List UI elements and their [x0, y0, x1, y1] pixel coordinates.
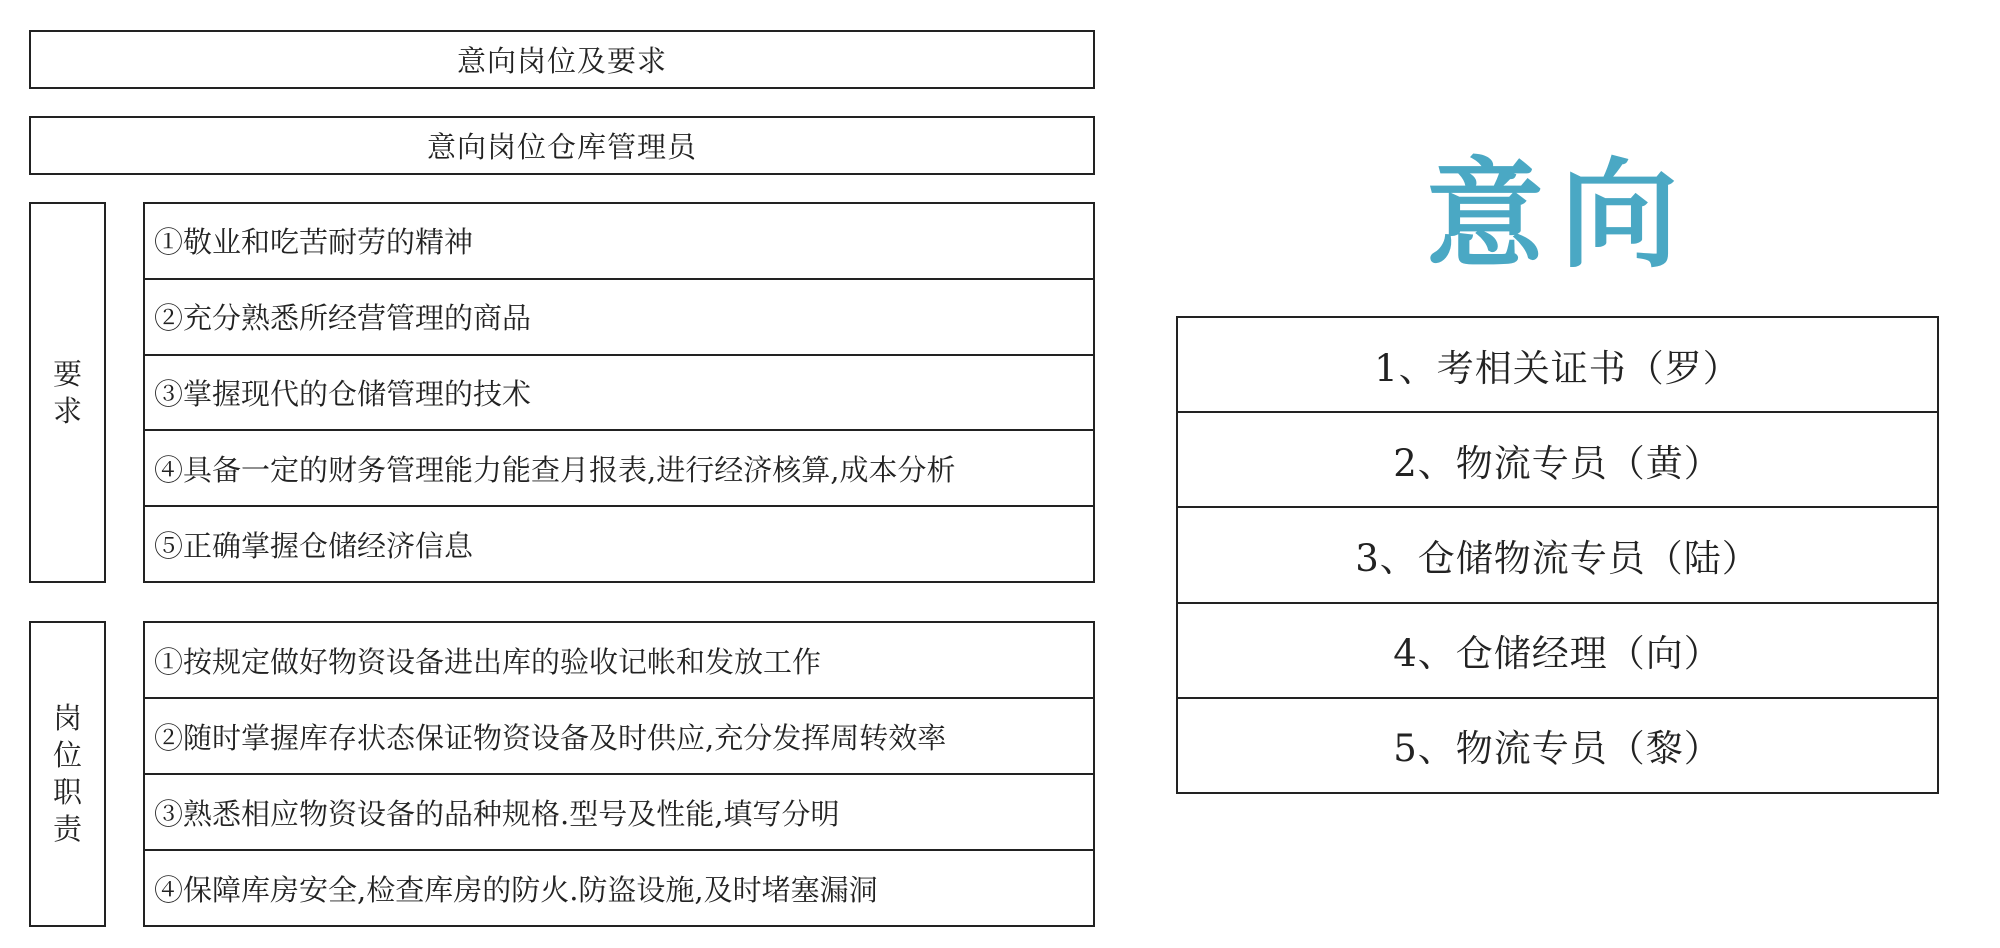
requirements-label-char: 求: [52, 393, 82, 428]
requirement-item: ①敬业和吃苦耐劳的精神: [145, 204, 1093, 280]
page-title-text: 意向岗位及要求: [456, 44, 667, 78]
requirements-label-char: 要: [52, 356, 82, 391]
intended-position-text: 意向岗位仓库管理员: [426, 130, 697, 164]
requirement-item: ③掌握现代的仓储管理的技术: [145, 356, 1093, 432]
duties-label: [29, 621, 106, 927]
page-title: [29, 30, 1095, 89]
intended-position: [29, 116, 1095, 175]
duty-item: ③熟悉相应物资设备的品种规格.型号及性能,填写分明: [145, 775, 1093, 851]
intent-people-list: [1176, 316, 1939, 794]
duty-item: ④保障库房安全,检查库房的防火.防盗设施,及时堵塞漏洞: [154, 872, 878, 907]
duties-list: [143, 621, 1095, 927]
duties-label-char: 责: [52, 812, 82, 846]
requirements-label: [29, 202, 106, 583]
intent-person-item: 1、考相关证书（罗）: [1178, 318, 1937, 413]
duties-label-char: 岗: [52, 701, 82, 735]
duties-label-char: 位: [52, 738, 82, 772]
intent-person-item: 5、物流专员（黎）: [1393, 727, 1722, 771]
intent-person-item: 2、物流专员（黄）: [1178, 413, 1937, 508]
requirement-item: ②充分熟悉所经营管理的商品: [145, 280, 1093, 356]
requirements-list: [143, 202, 1095, 583]
requirement-item: ④具备一定的财务管理能力能查月报表,进行经济核算,成本分析: [145, 431, 1093, 507]
duty-item: ②随时掌握库存状态保证物资设备及时供应,充分发挥周转效率: [145, 699, 1093, 775]
duties-label-char: 职: [52, 775, 82, 809]
intent-person-item: 3、仓储物流专员（陆）: [1178, 508, 1937, 603]
intent-headline: 意向: [1425, 145, 1694, 284]
duty-item: ①按规定做好物资设备进出库的验收记帐和发放工作: [145, 623, 1093, 699]
requirement-item: ⑤正确掌握仓储经济信息: [154, 528, 474, 563]
intent-person-item: 4、仓储经理（向）: [1178, 604, 1937, 699]
